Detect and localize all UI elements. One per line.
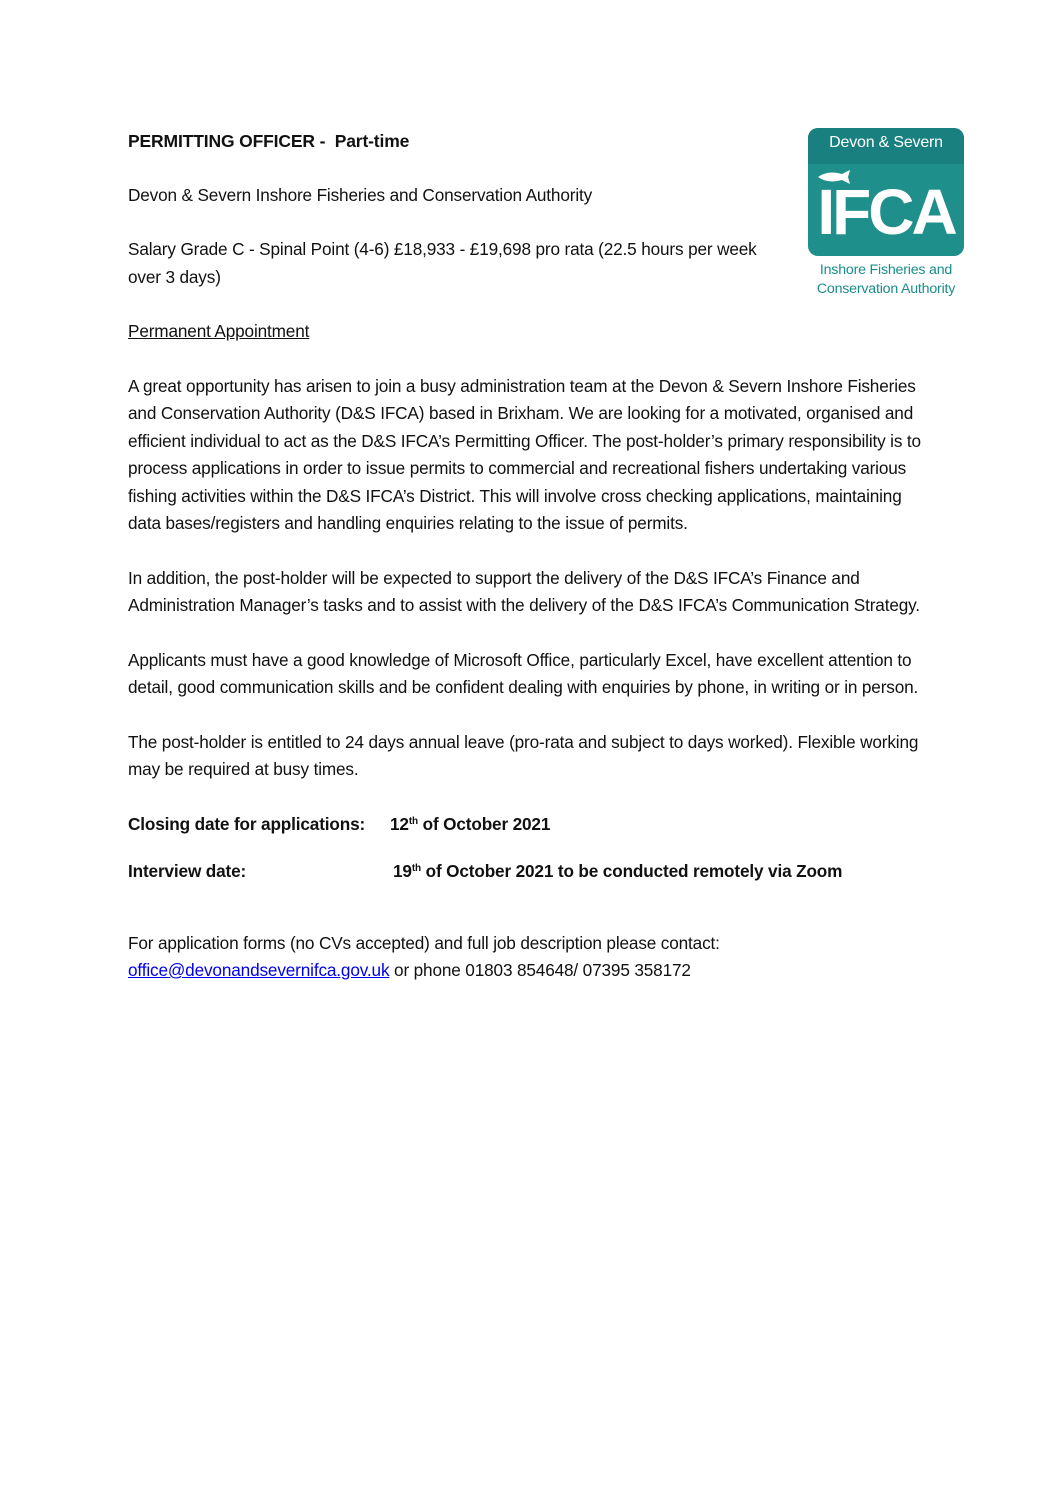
spacer [128,838,928,858]
logo-mark-text: IFCA [817,176,955,248]
interview-date-rest: of October 2021 to be conducted remotely via Zoom [420,861,843,881]
interview-date-row [128,858,928,886]
closing-date-suffix: th [408,815,418,827]
closing-date-row [128,811,928,839]
email-link[interactable]: office@devonandsevernifca.gov.uk [128,960,390,980]
interview-date-label: Interview date: [128,861,247,881]
appointment-type: Permanent Appointment [128,321,310,341]
closing-date-day: 12 [390,813,409,834]
closing-date-rest: of October 2021 [417,813,551,834]
logo-top-text: Devon & Severn [829,134,943,151]
page-title: PERMITTING OFFICER - Part-time [128,131,410,151]
contact-intro: For application forms (no CVs accepted) and full job description please contact: [128,932,720,953]
contact-block [128,930,928,985]
organisation-name: Devon & Severn Inshore Fisheries and Conservation Authority [128,184,593,205]
contact-phone: or phone 01803 854648/ 07395 358172 [389,960,691,980]
interview-date-day: 19 [393,861,412,881]
spacer [128,886,928,930]
closing-date-label: Closing date for applications: [128,813,366,834]
contact-line [128,957,928,985]
interview-date-suffix: th [411,863,421,874]
paragraph-intro: A great opportunity has arisen to join a busy administration team at the Devon & Severn Inshore Fisheries and Conservation Authority (D&S IFCA) based in Brixham. We are looking for a motivated, organised and efficient individual to act as the D&S IFCA’s Permitting Officer. The post-holder’s primary responsibility is to process applications in order to issue permits to commercial and recreational fishers undertaking various fishing activities within the D&S IFCA’s District. This will involve cross checking applications, maintaining data bases/registers and handling enquiries relating to the issue of permits. [128,375,921,533]
logo-subtitle-line-1: Inshore Fisheries and [819,262,953,278]
paragraph-leave: The post-holder is entitled to 24 days annual leave (pro-rata and subject to days worked). Flexible working may be required at busy times. [128,731,919,779]
interview-date-value [393,858,842,886]
closing-date-value [390,811,550,839]
paragraph-requirements: Applicants must have a good knowledge of Microsoft Office, particularly Excel, have excellent attention to detail, good communication skills and be confident dealing with enquiries by phone, in writing or in person. [128,649,919,697]
salary-text: Salary Grade C - Spinal Point (4-6) £18,933 - £19,698 pro rata (22.5 hours per week over 3 days) [128,239,757,287]
document-body [128,128,928,985]
paragraph-additional-duties: In addition, the post-holder will be expected to support the delivery of the D&S IFCA’s Finance and Administration Manager’s tasks and to assist with the delivery of the D&S IFCA’s Communication Strategy. [128,567,920,615]
logo-subtitle-line-2: Conservation Authority [816,281,956,297]
